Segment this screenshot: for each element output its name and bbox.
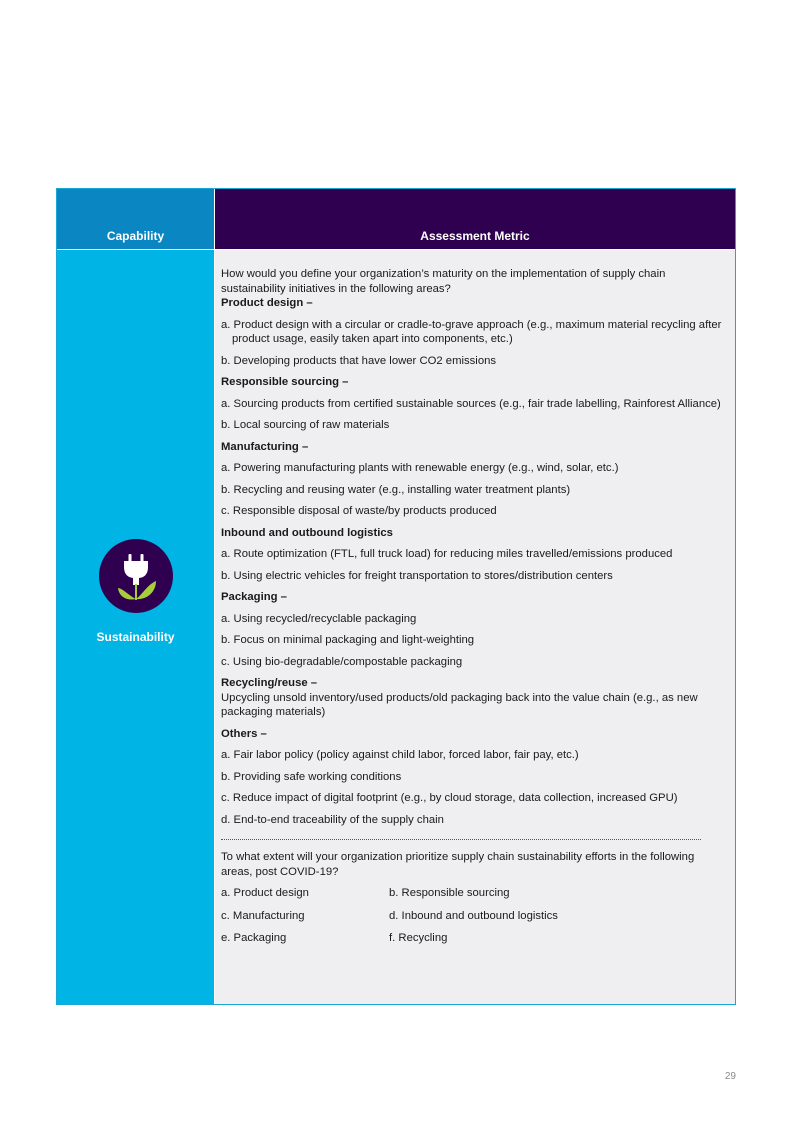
metric-cell: [215, 250, 735, 1004]
metric-header: [215, 189, 735, 249]
area-item: a. Product design: [221, 887, 309, 899]
area-item: c. Manufacturing: [221, 909, 305, 922]
page-number: 29: [724, 1071, 736, 1082]
dotted-divider: [221, 831, 701, 840]
list-item: b. Providing safe working conditions: [221, 770, 402, 783]
recycling-text: Upcycling unsold inventory/used products/old packaging back into the value chain (e.g., as new packaging materials): [221, 691, 698, 718]
question-1: How would you define your organization’s maturity on the implementation of supply chain sustainability initiatives in the following areas?: [221, 268, 666, 295]
plug-leaves-icon: [99, 539, 173, 613]
list-item: b. Using electric vehicles for freight transportation to stores/distribution centers: [221, 569, 613, 582]
area-item: d. Inbound and outbound logistics: [389, 909, 558, 922]
list-item: d. End-to-end traceability of the supply chain: [221, 813, 444, 826]
section-title: Manufacturing –: [221, 440, 309, 453]
metric-header-label: Assessment Metric: [420, 229, 530, 243]
section-title: Responsible sourcing –: [221, 376, 349, 388]
area-item: e. Packaging: [221, 932, 287, 944]
list-item: a. Sourcing products from certified sustainable sources (e.g., fair trade labelling, Rainforest Alliance): [221, 397, 721, 410]
list-item: c. Using bio-degradable/compostable packaging: [221, 655, 463, 668]
list-item: b. Recycling and reusing water (e.g., installing water treatment plants): [221, 483, 571, 496]
list-item: a. Using recycled/recyclable packaging: [221, 612, 417, 625]
list-item: c. Reduce impact of digital footprint (e.g., by cloud storage, data collection, increased GPU): [221, 792, 678, 804]
metric-content: [221, 267, 723, 946]
assessment-table: [56, 188, 736, 1005]
capability-header-label: Capability: [106, 229, 165, 243]
list-item: c. Responsible disposal of waste/by products produced: [221, 505, 497, 517]
list-item: b. Focus on minimal packaging and light-weighting: [221, 634, 475, 646]
capability-label: Sustainability: [96, 630, 175, 644]
capability-cell: [57, 250, 214, 1004]
list-item: a. Route optimization (FTL, full truck load) for reducing miles travelled/emissions produced: [221, 548, 673, 560]
list-item: b. Developing products that have lower CO2 emissions: [221, 354, 497, 367]
list-item: a. Product design with a circular or cradle-to-grave approach (e.g., maximum material recycling after product usage, easily taken apart into components, etc.): [221, 318, 722, 345]
section-title: Inbound and outbound logistics: [221, 526, 393, 539]
area-item: f. Recycling: [389, 932, 448, 944]
areas-grid: [221, 886, 723, 946]
question-2: To what extent will your organization prioritize supply chain sustainability efforts in the following areas, post COVID-19?: [221, 851, 695, 878]
area-item: b. Responsible sourcing: [389, 887, 510, 899]
list-item: a. Fair labor policy (policy against child labor, forced labor, fair pay, etc.): [221, 749, 579, 761]
capability-header: [57, 189, 214, 249]
section-title: Recycling/reuse –: [221, 677, 318, 689]
section-title: Product design –: [221, 297, 313, 309]
section-title: Others –: [221, 727, 267, 740]
list-item: b. Local sourcing of raw materials: [221, 419, 390, 431]
section-title: Packaging –: [221, 591, 287, 603]
list-item: a. Powering manufacturing plants with renewable energy (e.g., wind, solar, etc.): [221, 462, 619, 474]
